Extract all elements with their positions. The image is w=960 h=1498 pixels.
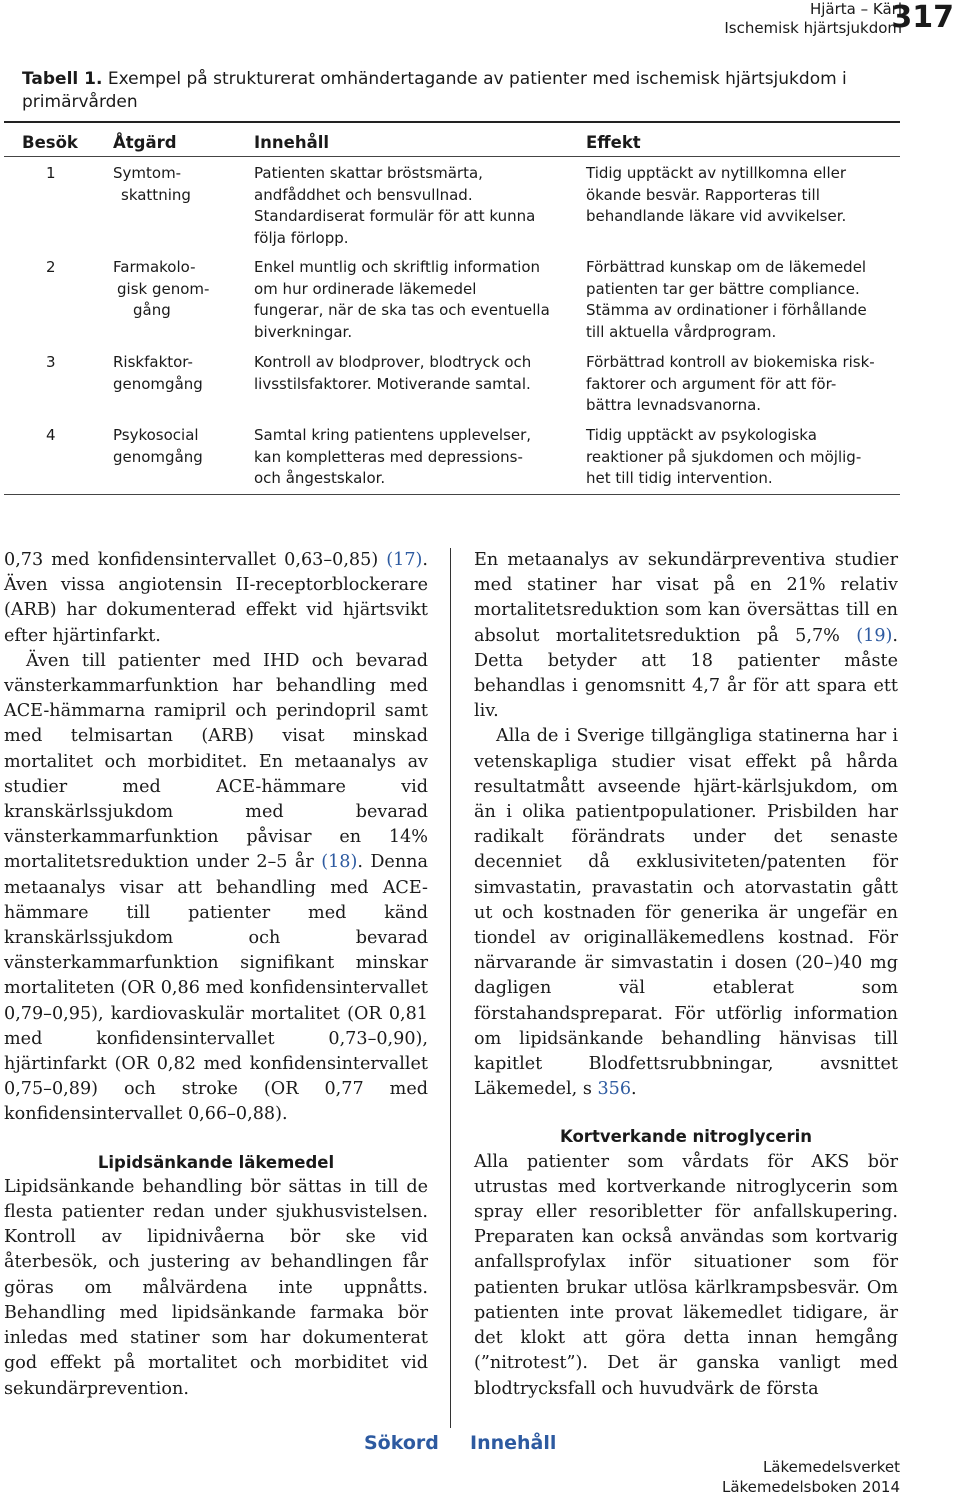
row2-content: Enkel muntlig och skriftlig information om hur ordinerade läkemedel fungerar, när de ska tas och eventuella biverkningar. <box>254 258 550 341</box>
section-title: Ischemisk hjärtsjukdom <box>724 19 902 37</box>
reference-link-19[interactable]: (19) <box>856 625 893 646</box>
row3-effect: Förbättrad kontroll av biokemiska risk- faktorer och argument för att för- bättra levnadsvanorna. <box>586 353 875 414</box>
right-paragraph-3: Alla patienter som vårdats för AKS bör utrustas med kortverkande nitroglycerin som spray eller resoribletter för anfallskupering. Preparaten kan också användas som kortvarig anfallsprofylax inför situationer som för patienten brukar utlösa kärlkrampsbesvär. Om patienten inte provat läkemedlet tidigare, är det klokt att göra detta innan hemgång (”nitrotest”). Det är ganska vanligt med blodtrycksfall och huvudvärk de första <box>474 1151 898 1399</box>
row4-visit: 4 <box>46 426 56 444</box>
table-header-rule <box>4 156 900 157</box>
chapter-title: Hjärta – Kärl <box>809 0 902 18</box>
row4-content: Samtal kring patientens upplevelser, kan kompletteras med depressions- och ångestskalor. <box>254 426 532 487</box>
row4-effect: Tidig upptäckt av psykologiska reaktioner på sjukdomen och möjlig- het till tidig intervention. <box>586 426 862 487</box>
heading-lipid-lowering: Lipidsänkande läkemedel <box>97 1152 335 1172</box>
table-header-action: Åtgärd <box>113 133 177 152</box>
page-number: 317 <box>891 0 954 35</box>
left-paragraph-3: Lipidsänkande behandling bör sättas in till de flesta patienter redan under sjukhusvistelsen. Kontroll av lipidnivåerna bör ske vid återbesök, och justering av behandlingen får göras om målvärdena inte uppnåtts. Behandling med lipidsänkande farmaka bör inledas med statiner som har dokumenterat god effekt på mortalitet och morbiditet vid sekundärprevention. <box>4 1176 428 1399</box>
row3-content: Kontroll av blodprover, blodtryck och livsstilsfaktorer. Motiverande samtal. <box>254 353 532 393</box>
table-header-visit: Besök <box>22 133 78 152</box>
contents-link[interactable]: Innehåll <box>470 1432 557 1454</box>
right-column <box>474 548 898 1402</box>
page-link-356[interactable]: 356 <box>597 1079 632 1100</box>
table-caption <box>22 68 902 114</box>
right-paragraph-1: En metaanalys av sekundärpreventiva studier med statiner har visat på en 21% relativ mortalitetsreduktion som kan översättas till en absolut mortalitetsreduktion på 5,7% (19). Detta betyder att 18 patienter måste behandlas i genomsnitt 4,7 år för att spara ett liv. <box>474 550 898 722</box>
reference-link-17[interactable]: (17) <box>386 550 423 570</box>
publisher-name: Läkemedelsverket <box>762 1458 900 1476</box>
row2-visit: 2 <box>46 258 56 276</box>
left-paragraph-1: 0,73 med konfidensintervallet 0,63–0,85) (17). Även vissa angiotensin II-receptorblockerare (ARB) har dokumenterad effekt vid hjärtsvikt efter hjärtinfarkt. <box>4 550 428 646</box>
row1-content: Patienten skattar bröstsmärta, andfåddhet och bensvullnad. Standardiserat formulär för att kunna följa förlopp. <box>254 164 536 247</box>
row2-action: Farmakolo- gisk genom- gång <box>113 258 210 319</box>
column-divider <box>450 548 451 1428</box>
table-bottom-rule <box>4 494 900 495</box>
table-header-content: Innehåll <box>254 133 330 152</box>
table-caption-label: Tabell 1. <box>22 69 103 89</box>
right-paragraph-2: Alla de i Sverige tillgängliga statinerna har i vetenskapliga studier visat effekt på hårda resultatmått avseende hjärt-kärlsjukdom, om än i olika patientpopulationer. Prisbilden har radikalt förändrats under det senaste decenniet då exklusiviteten/patenten för simvastatin, pravastatin och atorvastatin gått ut och kostnaden för generika är ungefär en tiondel av originalläkemedlens kostnad. För närvarande är simvastatin i dosen (20–)40 mg dagligen väl etablerat som förstahandspreparat. För utförlig information om lipidsänkande behandling hänvisas till kapitlet Blodfettsrubbningar, avsnittet Läkemedel, s 356. <box>474 726 898 1100</box>
heading-nitroglycerin: Kortverkande nitroglycerin <box>559 1127 813 1147</box>
row1-visit: 1 <box>46 164 56 182</box>
book-title: Läkemedelsboken 2014 <box>721 1478 900 1496</box>
row3-visit: 3 <box>46 353 56 371</box>
left-column <box>4 548 428 1402</box>
search-link[interactable]: Sökord <box>364 1432 439 1454</box>
row2-effect: Förbättrad kunskap om de läkemedel patienten tar ger bättre compliance. Stämma av ordinationer i förhållande till aktuella vårdprogram. <box>586 258 867 341</box>
row1-effect: Tidig upptäckt av nytillkomna eller ökande besvär. Rapporteras till behandlande läkare vid avvikelser. <box>586 164 847 225</box>
row1-action: Symtom- skattning <box>113 164 191 204</box>
reference-link-18[interactable]: (18) <box>321 852 358 873</box>
table-top-rule <box>4 121 900 123</box>
row3-action: Riskfaktor- genomgång <box>113 353 203 393</box>
row4-action: Psykosocial genomgång <box>113 426 203 466</box>
table-caption-text: Exempel på strukturerat omhändertagande av patienter med ischemisk hjärtsjukdom i primärvården <box>22 69 847 112</box>
left-paragraph-2: Även till patienter med IHD och bevarad vänsterkammarfunktion har behandling med ACE-hämmarna ramipril och perindopril samt med telmisartan (ARB) visat minskad mortalitet och morbiditet. En metaanalys av studier med ACE-hämmare vid kranskärlssjukdom med bevarad vänsterkammarfunktion påvisar en 14% mortalitetsreduktion under 2–5 år (18). Denna metaanalys visar att behandling med ACE-hämmare till patienter med känd kranskärlssjukdom och bevarad vänsterkammarfunktion signifikant minskar mortaliteten (OR 0,86 med konfidensintervallet 0,79–0,95), kardiovaskulär mortalitet (OR 0,81 med konfidensintervallet 0,73–0,90), hjärtinfarkt (OR 0,82 med konfidensintervallet 0,75–0,89) och stroke (OR 0,77 med konfidensintervallet 0,66–0,88). <box>4 650 428 1125</box>
table-header-effect: Effekt <box>586 133 641 152</box>
